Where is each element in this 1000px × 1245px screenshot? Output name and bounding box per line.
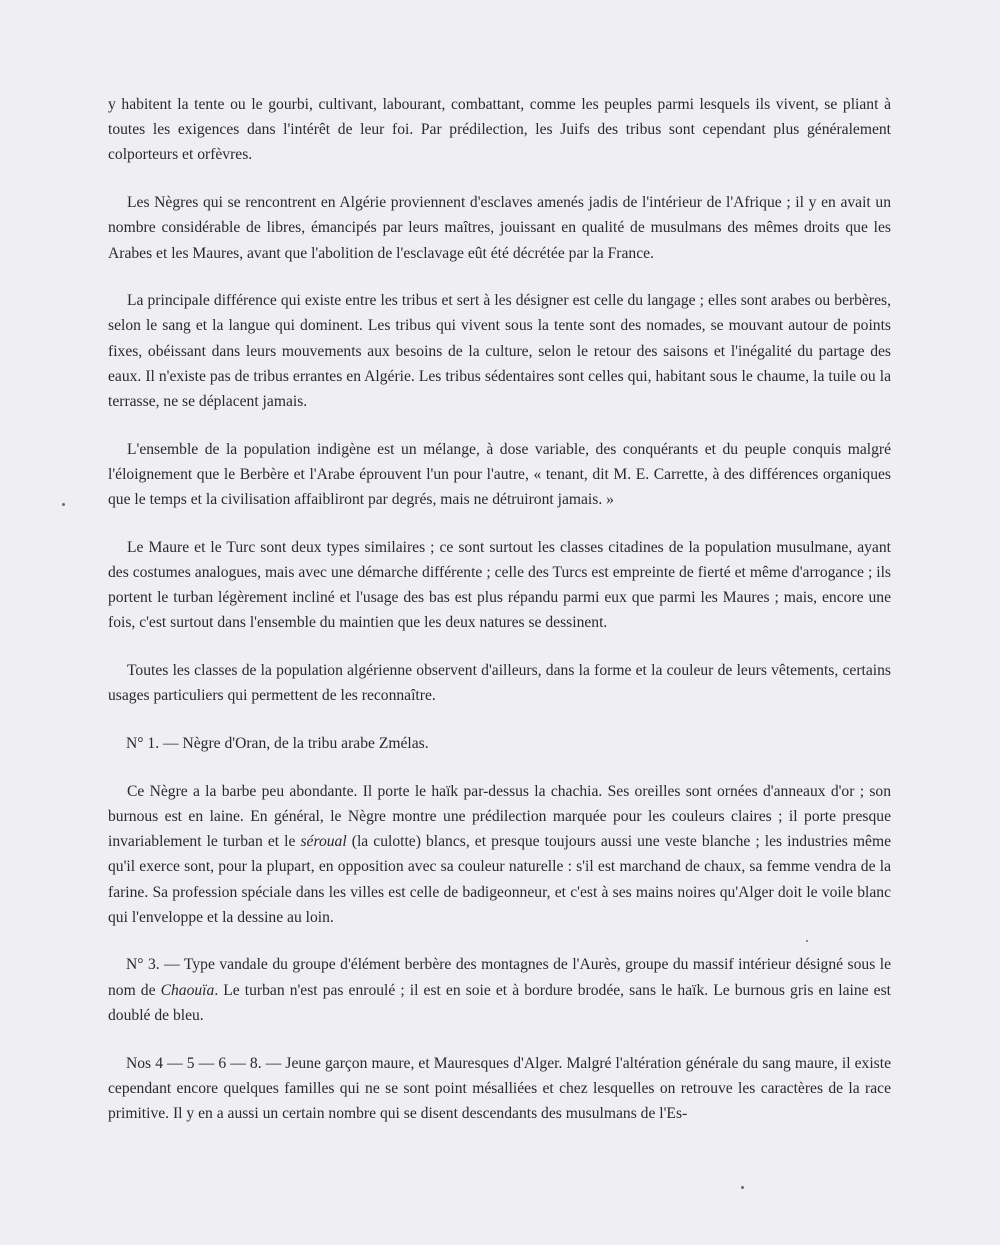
paper-speck: [806, 940, 808, 942]
plate-1-title: — Nègre d'Oran, de la tribu arabe Zmélas.: [159, 735, 429, 753]
plate-4-description: [108, 1051, 891, 1127]
plate-1-description: [108, 779, 891, 930]
paragraph-clothing-usages: Toutes les classes de la population algérienne observent d'ailleurs, dans la forme et la couleur de leurs vêtements, certains usages particuliers qui permettent de les reconnaître.: [108, 662, 891, 705]
plate-1-number: N° 1.: [126, 735, 160, 753]
plate-3-text-a: — Type vandale du groupe d'élément berbère des montagnes de l'Aurès, groupe du massif intérieur désigné sous le nom de: [108, 956, 891, 999]
paragraph-tribes-language: La principale différence qui existe entre les tribus et sert à les désigner est celle du langage ; elles sont arabes ou berbères, selon le sang et la langue qui dominent. Les tribus qui vivent sous la tente sont des nomades, se mouvant autour de points fixes, obéissant dans leurs mouvements aux besoins de la culture, selon le retour des saisons et l'inégalité du partage des eaux. Il n'existe pas de tribus errantes en Algérie. Les tribus sédentaires sont celles qui, habitant sous le chaume, la tuile ou la terrasse, ne se déplacent jamais.: [108, 292, 891, 411]
plate-1-text-b: (la culotte) blancs, et presque toujours aussi une veste blanche ; les industries même qu'il exerce sont, pour la plupart, en opposition avec sa couleur naturelle : s'il est marchand de chaux, sa femme vendra de la farine. Sa profession spéciale dans les villes est celle de badigeonneur, et c'est à ses mains noires qu'Alger doit le voile blanc qui l'enveloppe et la dessine au loin.: [108, 833, 891, 926]
plate-3-number: N° 3.: [126, 956, 160, 974]
plate-3-description: [108, 952, 891, 1028]
plate-1-text-a: Ce Nègre a la barbe peu abondante. Il porte le haïk par-dessus la chachia. Ses oreilles sont ornées d'anneaux d'or ; son burnous est en laine. En général, le Nègre montre une prédilection marquée pour les couleurs claires ; il porte presque invariablement le turban et le: [108, 782, 891, 851]
plate-1-italic-term: séroual: [300, 833, 347, 851]
plate-4-text: — Jeune garçon maure, et Mauresques d'Alger. Malgré l'altération générale du sang maure, il existe cependant encore quelques familles qui ne se sont point mésalliées et chez lesquelles on retrouve les caractères de la race primitive. Il y en a aussi un certain nombre qui se disent descendants des musulmans de l'Es-: [108, 1054, 891, 1122]
paper-speck: [741, 1186, 744, 1189]
plate-3-text-b: . Le turban n'est pas enroulé ; il est en soie et à bordure brodée, sans le haïk. Le burnous gris en laine est doublé de bleu.: [108, 981, 891, 1024]
paragraph-jews-of-tribes: y habitent la tente ou le gourbi, cultivant, labourant, combattant, comme les peuples parmi lesquels ils vivent, se pliant à toutes les exigences dans l'intérêt de leur foi. Par prédilection, les Juifs des tribus sont cependant plus généralement colporteurs et orfèvres.: [108, 96, 891, 164]
text-body: [108, 92, 891, 1149]
plate-1-heading: [108, 731, 891, 756]
paragraph-indigenous-population: L'ensemble de la population indigène est un mélange, à dose variable, des conquérants et du peuple conquis malgré l'éloignement que le Berbère et l'Arabe éprouvent l'un pour l'autre, « tenant, dit M. E. Carrette, à des différences organiques que le temps et la civilisation affaibliront par degrés, mais ne détruiront jamais. »: [108, 440, 891, 509]
plate-3-italic-term: Chaouïa: [160, 981, 215, 999]
paragraph-maure-and-turc: Le Maure et le Turc sont deux types similaires ; ce sont surtout les classes citadines de la population musulmane, ayant des costumes analogues, mais avec une démarche différente ; celle des Turcs est empreinte de fierté et même d'arrogance ; ils portent le turban légèrement incliné et l'usage des bas est plus répandu parmi eux que parmi les Maures ; mais, encore une fois, c'est surtout dans l'ensemble du maintien que les deux natures se dessinent.: [108, 538, 891, 632]
plate-4-number: Nos 4 — 5 — 6 — 8.: [126, 1054, 262, 1072]
paper-speck: [62, 503, 65, 506]
paragraph-negroes-in-algeria: Les Nègres qui se rencontrent en Algérie proviennent d'esclaves amenés jadis de l'intérieur de l'Afrique ; il y en avait un nombre considérable de libres, émancipés par leurs maîtres, jouissant en qualité de musulmans des mêmes droits que les Arabes et les Maures, avant que l'abolition de l'esclavage eût été décrétée par la France.: [108, 194, 891, 262]
